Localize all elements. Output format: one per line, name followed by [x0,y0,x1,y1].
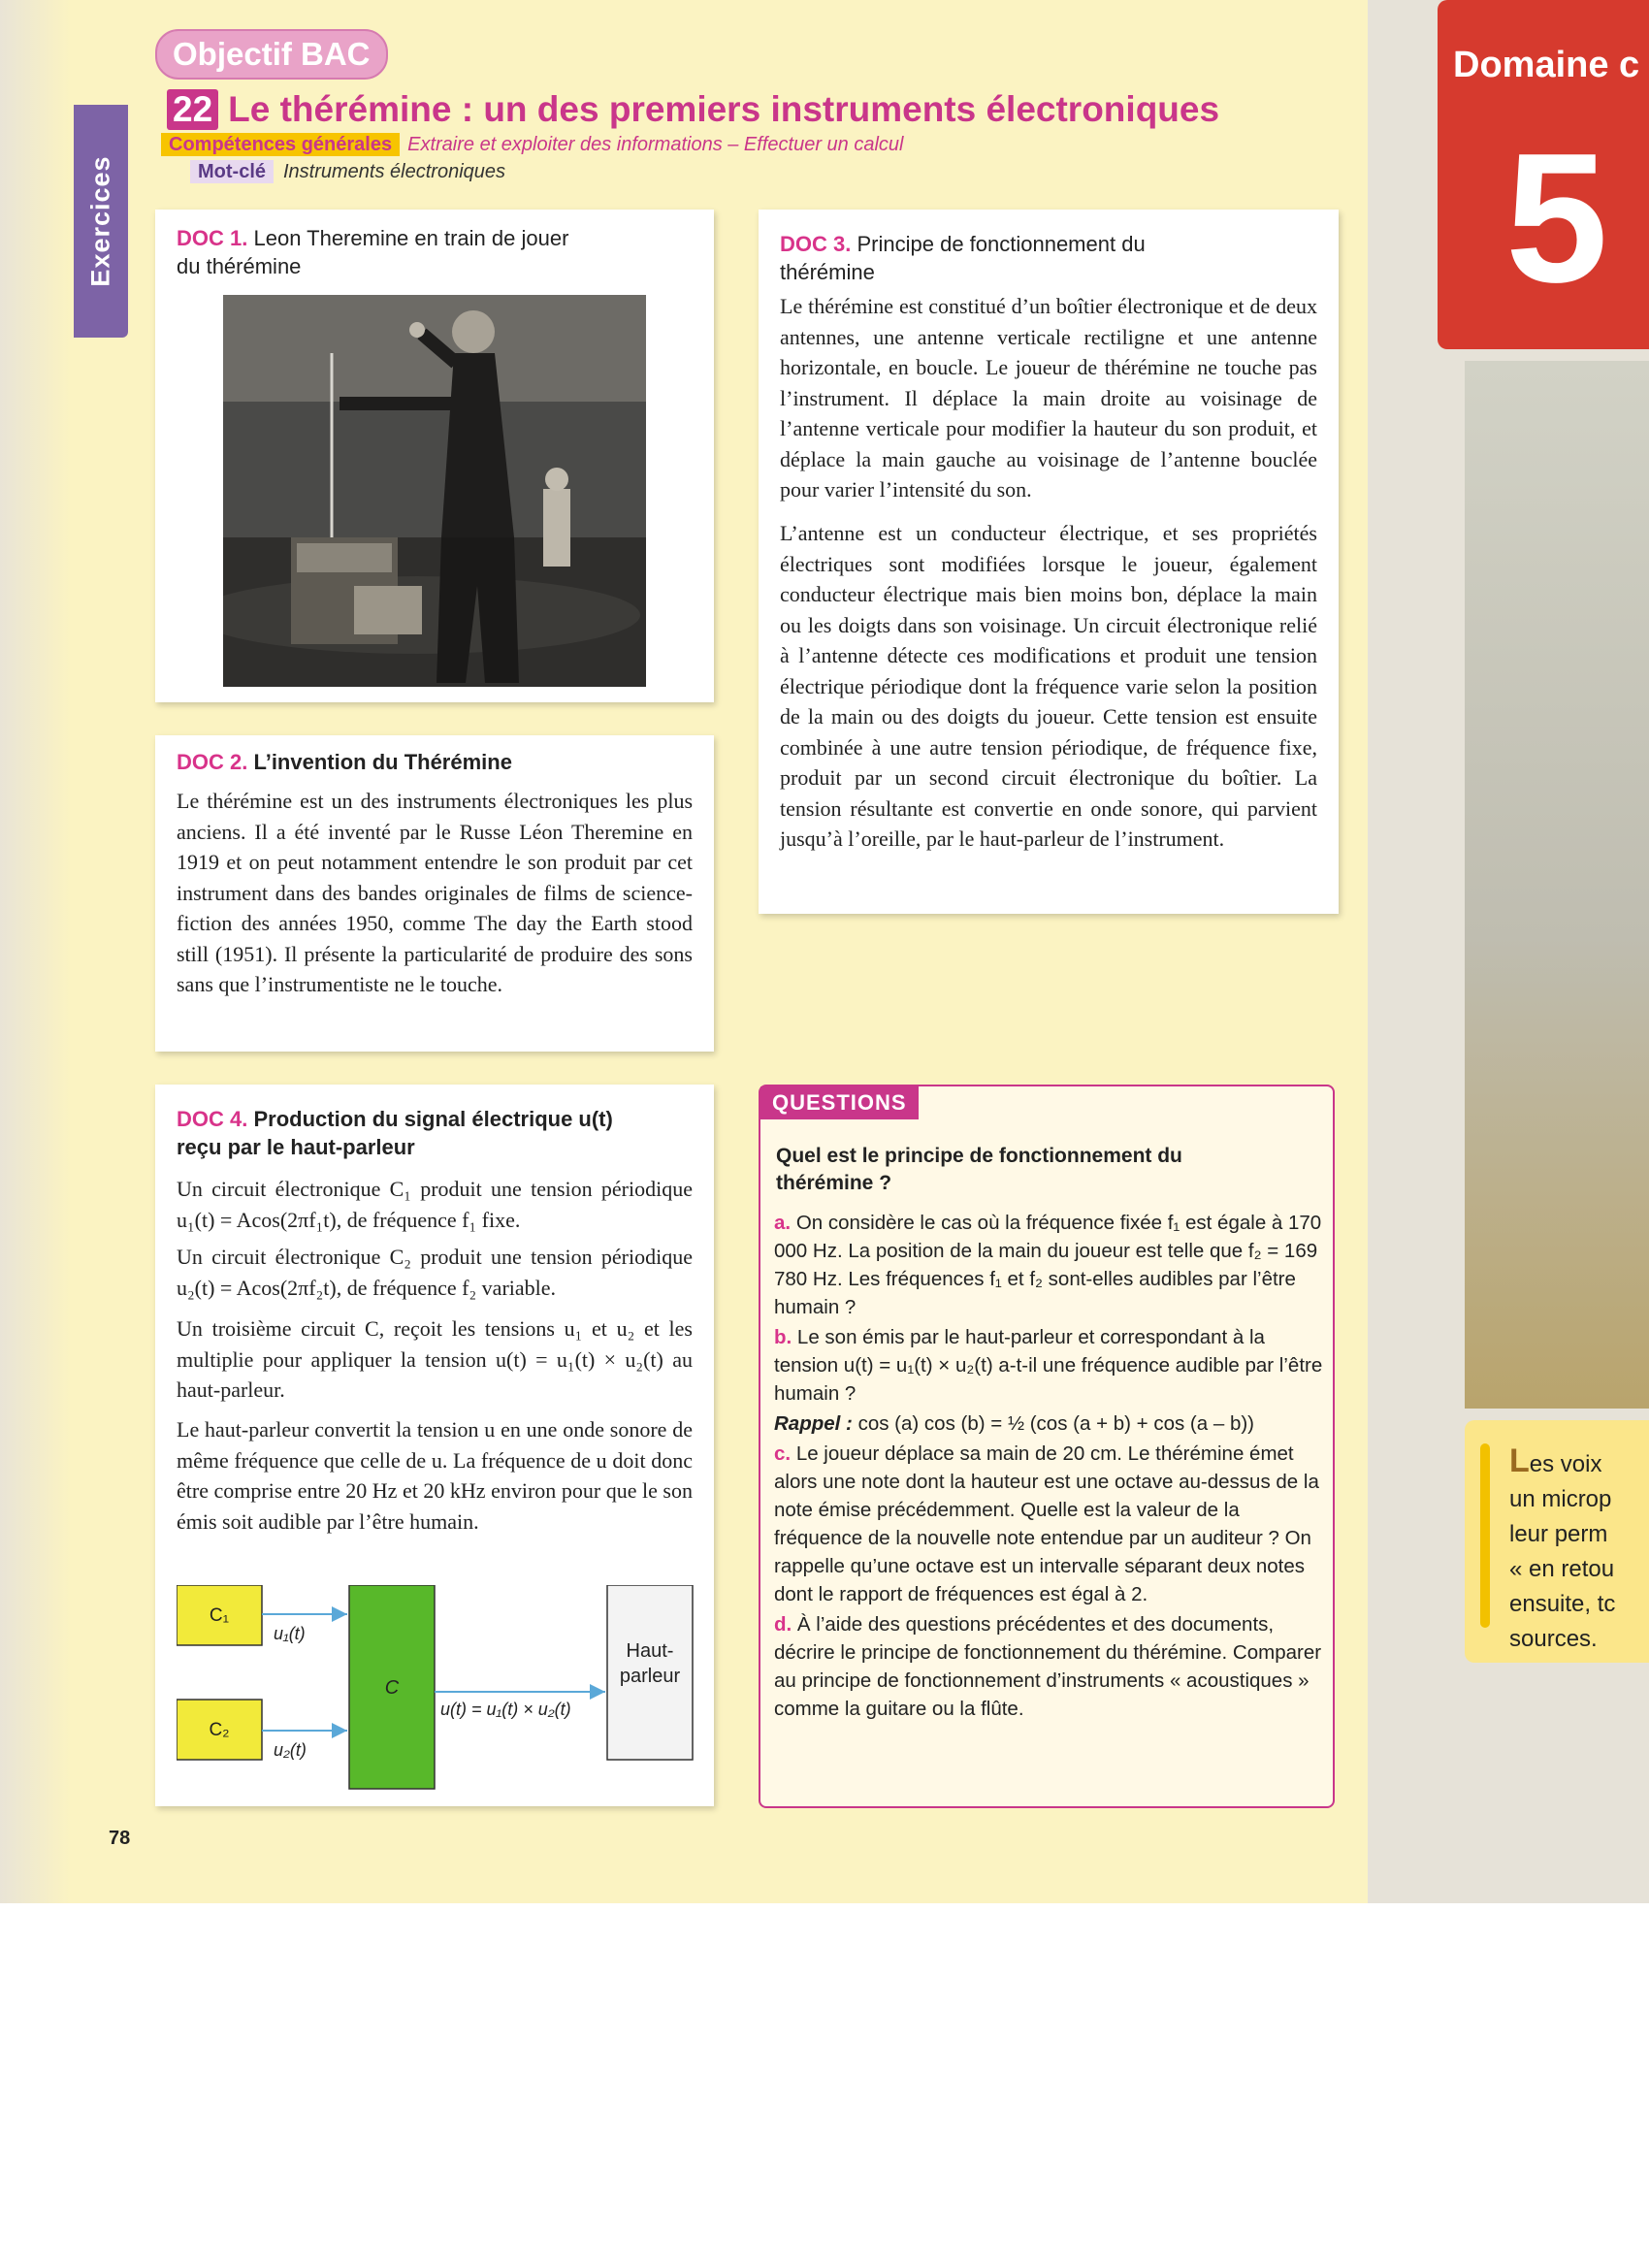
question-a-label: a. [774,1212,792,1234]
mot-cle [190,161,505,183]
label-u1: u₁(t) [274,1624,306,1643]
exercise-number: 22 [167,89,218,130]
question-d-text: À l’aide des questions précédentes et des documents, décrire le principe de fonctionnement du thérémine. Comparer au principe de fonctionnement d’instruments « acoustiques » comme la guitare ou la flûte. [774,1613,1322,1720]
question-b [774,1323,1323,1408]
label-u: u(t) = u₁(t) × u₂(t) [440,1700,571,1719]
circuit-diagram [177,1585,700,1791]
question-d [774,1610,1323,1723]
callout-line-3: leur perm [1509,1521,1608,1547]
doc4-paragraph-2: Un circuit électronique C₂ produit une tension périodique u₂(t) = Acos(2πf₂t), de fréquence f₂ variable. [177,1245,693,1300]
doc2-heading [177,749,512,777]
doc3-paragraph-2: L’antenne est un conducteur électrique, et ses propriétés électriques sont modifiées lorsque le joueur, également conducteur électrique mais bien moins bon, déplace la main ou les doigts dans son voisinage. Un circuit électronique relié à l’antenne détecte ces modifications et produit une tension électrique périodique dont la fréquence varie selon la position de la main ou des doigts du joueur. Cette tension est ensuite combinée à une autre tension périodique, de fréquence fixe, produit par un second circuit électronique du boîtier. La tension résultante est convertie en onde sonore, qui parvient jusqu’à l’oreille, par le haut-parleur de l’instrument. [780,521,1317,851]
theremin-player-photo [223,295,646,687]
photo-illustration [223,295,646,687]
exercise-title-text: Le thérémine : un des premiers instruments électroniques [228,89,1220,129]
doc1-card [155,210,714,702]
doc4-paragraph-3: Un troisième circuit C, reçoit les tensions u₁ et u₂ et les multiplie pour appliquer la tension u(t) = u₁(t) × u₂(t) au haut-parleur. [177,1316,693,1402]
rappel [774,1409,1323,1438]
callout-line-5: ensuite, tc [1509,1591,1616,1617]
rappel-formula: cos (a) cos (b) = ½ (cos (a + b) + cos (a – b)) [857,1412,1255,1435]
domain-number: 5 [1505,115,1608,321]
haut-parleur-label-2: parleur [619,1666,681,1687]
doc4-heading [177,1106,642,1161]
callout-bar [1480,1443,1490,1628]
questions-tag: QUESTIONS [760,1086,919,1119]
doc3-paragraph-1: Le thérémine est constitué d’un boîtier électronique et de deux antennes, une antenne verticale rectiligne et une antenne horizontale, en boucle. Le joueur de thérémine ne touche pas l’instrument. Il déplace la main droite au voisinage de l’antenne verticale pour modifier la hauteur du son produit, et déplace la main gauche au voisinage de l’antenne bouclée pour varier l’intensité du son. [780,294,1317,502]
questions-list [774,1209,1323,1725]
mot-cle-label: Mot-clé [190,160,274,183]
callout-line-4: « en retou [1509,1556,1615,1582]
callout-line-6: sources. [1509,1626,1598,1652]
next-page-photo [1465,361,1649,1409]
domain-banner [1438,0,1649,349]
callout-text [1509,1443,1615,1657]
rappel-label: Rappel : [774,1412,853,1435]
callout-line-2: un microp [1509,1486,1612,1512]
doc2-paragraph: Le thérémine est un des instruments électroniques les plus anciens. Il a été inventé par le Russe Léon Theremine en 1919 et on peut notamment entendre le son produit par cet instrument dans des bandes originales de films de science-fiction des années 1950, comme The day the Earth stood still (1951). Il présente la particularité de produire des sons sans que l’instrumentiste ne le touche. [177,789,693,996]
question-c [774,1440,1323,1608]
callout-line-1: es voix [1529,1451,1602,1477]
doc4-paragraph-1: Un circuit électronique C₁ produit une tension périodique u₁(t) = Acos(2πf₁t), de fréquence f₁ fixe. [177,1177,693,1232]
doc3-heading [780,231,1187,286]
doc2-card [155,735,714,1052]
block-c2-label: C₂ [209,1720,230,1740]
doc3-card [759,210,1339,914]
doc4-card [155,1085,714,1806]
page-number: 78 [109,1828,131,1849]
question-c-label: c. [774,1442,792,1465]
section-tab-label: Exercices [85,155,115,287]
objectif-bac-badge: Objectif BAC [155,29,388,80]
question-d-label: d. [774,1613,792,1636]
doc4-paragraph-4: Le haut-parleur convertit la tension u en une onde sonore de même fréquence que celle de u. La fréquence de u doit donc être comprise entre 20 Hz et 20 kHz environ pour que le son émis soit audible par l’être humain. [177,1417,693,1534]
question-b-text: Le son émis par le haut-parleur et correspondant à la tension u(t) = u₁(t) × u₂(t) a-t-il une fréquence audible par l’être humain ? [774,1326,1323,1405]
doc3-title: Principe de fonctionnement du thérémine [780,232,1146,284]
competences-text: Extraire et exploiter des informations – Effectuer un calcul [407,134,904,155]
doc1-title: Leon Theremine en train de jouer du thérémine [177,226,569,278]
question-a [774,1209,1323,1321]
domain-label: Domaine c [1453,45,1640,85]
haut-parleur-label-1: Haut- [626,1640,674,1662]
doc4-title: Production du signal électrique u(t) reçu par le haut-parleur [177,1107,613,1159]
question-c-text: Le joueur déplace sa main de 20 cm. Le thérémine émet alors une note dont la hauteur est une octave au-dessus de la note émise précédemment. Quelle est la valeur de la fréquence de la nouvelle note entendue par un auditeur ? On rappelle qu’une octave est un intervalle séparant deux notes dont le rapport de fréquences est égal à 2. [774,1442,1319,1605]
doc3-label: DOC 3. [780,232,852,256]
section-tab [74,105,128,338]
doc4-label: DOC 4. [177,1107,248,1131]
exercise-title [167,89,1219,130]
questions-heading: Quel est le principe de fonctionnement du thérémine ? [776,1145,1182,1195]
block-c-label: C [384,1677,400,1699]
doc2-label: DOC 2. [177,750,248,774]
competences-label: Compétences générales [161,133,400,156]
doc1-heading [177,225,584,280]
page-edge [0,0,70,1903]
callout-box [1465,1420,1649,1663]
question-a-text: On considère le cas où la fréquence fixée f₁ est égale à 170 000 Hz. La position de la main du joueur est telle que f₂ = 169 780 Hz. Les fréquences f₁ et f₂ sont-elles audibles par l’être humain ? [774,1212,1322,1318]
questions-box [759,1085,1335,1808]
mot-cle-text: Instruments électroniques [283,161,506,182]
callout-dropcap: L [1509,1442,1530,1479]
next-page [1368,0,1649,1903]
block-c1-label: C₁ [209,1605,230,1626]
question-b-label: b. [774,1326,792,1348]
doc2-title: L’invention du Thérémine [253,750,512,774]
competences [161,134,903,156]
label-u2: u₂(t) [274,1740,307,1760]
doc1-label: DOC 1. [177,226,248,250]
